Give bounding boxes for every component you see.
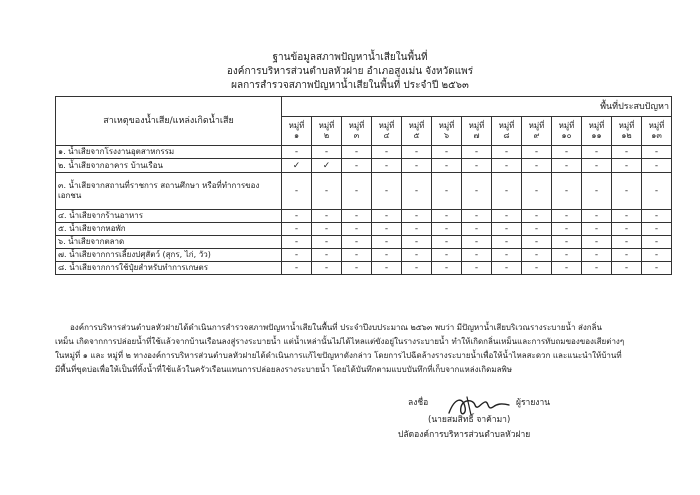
- mark-cell: -: [462, 236, 492, 249]
- mark-cell: -: [372, 223, 402, 236]
- mark-cell: -: [312, 223, 342, 236]
- signer-position: ปลัดองค์การบริหารส่วนตำบลหัวฝาย: [398, 430, 531, 440]
- mark-cell: -: [522, 159, 552, 173]
- mark-cell: -: [282, 249, 312, 262]
- village-label: หมู่ที่: [348, 121, 365, 130]
- mark-cell: -: [552, 210, 582, 223]
- table-row: [56, 159, 672, 173]
- village-number: ๓: [353, 131, 360, 140]
- mark-cell: -: [372, 210, 402, 223]
- signer-role: ผู้รายงาน: [516, 398, 551, 408]
- survey-table: [55, 96, 672, 275]
- mark-cell: -: [642, 262, 672, 275]
- mark-cell: -: [462, 173, 492, 210]
- paragraph-line1: องค์การบริหารส่วนตำบลหัวฝายได้ดำเนินการสำรวจสภาพปัญหาน้ำเสียในพื้นที่ ประจำปีงบประมาณ ๒๕๖๓ พบว่า มีปัญหาน้ำเสียบริเวณรางระบายน้ำ ส่งกลิ่น: [70, 323, 603, 332]
- mark-cell: -: [522, 210, 552, 223]
- mark-cell: -: [432, 173, 462, 210]
- village-number: ๑๐: [561, 131, 572, 140]
- mark-cell: -: [402, 210, 432, 223]
- mark-cell: -: [312, 262, 342, 275]
- mark-cell: -: [342, 223, 372, 236]
- mark-cell: -: [342, 236, 372, 249]
- mark-cell: -: [312, 249, 342, 262]
- mark-cell: -: [432, 262, 462, 275]
- village-label: หมู่ที่: [588, 121, 605, 130]
- mark-cell: -: [282, 210, 312, 223]
- survey-table-body: [56, 146, 672, 275]
- mark-cell: -: [462, 249, 492, 262]
- mark-cell: -: [342, 173, 372, 210]
- mark-cell: -: [342, 146, 372, 159]
- doc-title-line3: ผลการสำรวจสภาพปัญหาน้ำเสียในพื้นที่ ประจำปี ๒๕๖๓: [231, 80, 469, 91]
- village-header-cell: [462, 117, 492, 146]
- table-row: [56, 223, 672, 236]
- mark-cell: -: [432, 249, 462, 262]
- mark-cell: -: [492, 262, 522, 275]
- village-number: ๑๓: [651, 131, 662, 140]
- village-label: หมู่ที่: [618, 121, 635, 130]
- mark-cell: -: [402, 146, 432, 159]
- village-label: หมู่ที่: [558, 121, 575, 130]
- cause-cell: ๒. น้ำเสียจากอาคาร บ้านเรือน: [56, 159, 282, 173]
- mark-cell: -: [432, 210, 462, 223]
- cause-header: สาเหตุของน้ำเสีย/แหล่งเกิดน้ำเสีย: [56, 97, 282, 146]
- village-label: หมู่ที่: [528, 121, 545, 130]
- village-header-cell: [642, 117, 672, 146]
- mark-cell: -: [342, 262, 372, 275]
- mark-cell: -: [492, 173, 522, 210]
- mark-cell: -: [282, 223, 312, 236]
- mark-cell: -: [282, 146, 312, 159]
- village-number: ๗: [473, 131, 480, 140]
- mark-cell: -: [522, 146, 552, 159]
- mark-cell: -: [552, 173, 582, 210]
- mark-cell: -: [582, 210, 612, 223]
- village-label: หมู่ที่: [408, 121, 425, 130]
- mark-cell: -: [492, 236, 522, 249]
- mark-cell: -: [582, 249, 612, 262]
- village-header-cell: [492, 117, 522, 146]
- cause-cell: ๓. น้ำเสียจากสถานที่ราชการ สถานศึกษา หรือที่ทำการของเอกชน: [56, 173, 282, 210]
- mark-cell: -: [642, 236, 672, 249]
- village-header-cell: [402, 117, 432, 146]
- mark-cell: -: [612, 262, 642, 275]
- table-row: [56, 262, 672, 275]
- mark-cell: -: [552, 236, 582, 249]
- mark-cell: -: [282, 173, 312, 210]
- mark-cell: -: [642, 249, 672, 262]
- village-number: ๒: [323, 131, 330, 140]
- mark-cell: -: [642, 159, 672, 173]
- mark-cell: -: [342, 249, 372, 262]
- mark-cell: -: [522, 223, 552, 236]
- mark-cell: -: [312, 146, 342, 159]
- village-label: หมู่ที่: [378, 121, 395, 130]
- village-header-cell: [552, 117, 582, 146]
- village-label: หมู่ที่: [468, 121, 485, 130]
- signer-name: (นายสมสิทธิ์ จาค้ามา): [428, 415, 511, 425]
- mark-cell: -: [552, 262, 582, 275]
- village-number: ๑๒: [621, 131, 632, 140]
- table-row: [56, 173, 672, 210]
- mark-cell: -: [402, 159, 432, 173]
- mark-cell: -: [432, 159, 462, 173]
- village-number: ๕: [413, 131, 420, 140]
- village-header-cell: [432, 117, 462, 146]
- mark-cell: -: [402, 173, 432, 210]
- paragraph-line2: เหม็น เกิดจากการปล่อยน้ำที่ใช้แล้วจากบ้านเรือนลงสู่รางระบายน้ำ แต่น้ำเหล่านั้นไม่ได้ไหลแต่ขังอยู่ในรางระบายน้ำ ทำให้เกิดกลิ่นเหม็นและการทับถมของของเสียต่างๆ: [55, 337, 625, 346]
- mark-cell: -: [372, 262, 402, 275]
- area-header: พื้นที่ประสบปัญหา: [282, 97, 672, 117]
- mark-cell: -: [372, 236, 402, 249]
- mark-cell: -: [432, 146, 462, 159]
- sign-label: ลงชื่อ: [408, 398, 429, 408]
- mark-cell: -: [462, 210, 492, 223]
- village-header-cell: [612, 117, 642, 146]
- mark-cell: -: [642, 210, 672, 223]
- cause-cell: ๕. น้ำเสียจากหอพัก: [56, 223, 282, 236]
- mark-cell: -: [492, 159, 522, 173]
- mark-cell: -: [612, 223, 642, 236]
- table-row: [56, 236, 672, 249]
- village-header-cell: [522, 117, 552, 146]
- mark-cell: -: [372, 173, 402, 210]
- mark-cell: -: [372, 159, 402, 173]
- mark-cell: -: [612, 146, 642, 159]
- mark-cell: -: [282, 262, 312, 275]
- mark-cell: -: [552, 223, 582, 236]
- cause-cell: ๗. น้ำเสียจากการเลี้ยงปศุสัตว์ (สุกร, ไก่, วัว): [56, 249, 282, 262]
- village-label: หมู่ที่: [498, 121, 515, 130]
- cause-cell: ๔. น้ำเสียจากร้านอาหาร: [56, 210, 282, 223]
- mark-cell: -: [612, 210, 642, 223]
- mark-cell: -: [552, 249, 582, 262]
- village-header-cell: [282, 117, 312, 146]
- mark-cell: -: [462, 262, 492, 275]
- village-header-cell: [312, 117, 342, 146]
- village-header-cell: [342, 117, 372, 146]
- paragraph-line4: มีพื้นที่ขุดบ่อเพื่อให้เป็นที่ทิ้งน้ำที่ใช้แล้วในครัวเรือนแทนการปล่อยลงรางระบายน้ำ โดยได้บันทึกตามแบบบันทึกที่เก็บจากแหล่งเกิดมลพิษ: [55, 365, 513, 374]
- table-row: [56, 249, 672, 262]
- mark-cell: -: [432, 223, 462, 236]
- mark-cell: -: [612, 236, 642, 249]
- village-number: ๑๑: [591, 131, 602, 140]
- mark-cell: -: [402, 223, 432, 236]
- mark-cell: -: [612, 159, 642, 173]
- paragraph-line3: ในหมู่ที่ ๑ และ หมู่ที่ ๒ ทางองค์การบริหารส่วนตำบลหัวฝายได้ดำเนินการแก้ไขปัญหาดังกล่าว โดยการไปฉีดล้างรางระบายน้ำเพื่อให้น้ำไหลสะดวก และแนะนำให้บ้านที่: [55, 351, 622, 360]
- mark-cell: -: [372, 146, 402, 159]
- mark-cell: -: [522, 249, 552, 262]
- village-label: หมู่ที่: [318, 121, 335, 130]
- mark-cell: -: [522, 236, 552, 249]
- mark-cell: -: [342, 159, 372, 173]
- mark-cell: -: [582, 146, 612, 159]
- mark-cell: -: [642, 146, 672, 159]
- cause-cell: ๘. น้ำเสียจากการใช้ปุ๋ยสำหรับทำการเกษตร: [56, 262, 282, 275]
- village-header-cell: [372, 117, 402, 146]
- table-row: [56, 210, 672, 223]
- mark-cell: -: [612, 173, 642, 210]
- village-number: ๔: [383, 131, 390, 140]
- mark-cell: -: [312, 173, 342, 210]
- mark-cell: -: [402, 236, 432, 249]
- village-number: ๙: [533, 131, 540, 140]
- village-label: หมู่ที่: [288, 121, 305, 130]
- mark-cell: -: [282, 236, 312, 249]
- village-header-cell: [582, 117, 612, 146]
- mark-cell: -: [642, 173, 672, 210]
- village-label: หมู่ที่: [438, 121, 455, 130]
- mark-cell: -: [612, 249, 642, 262]
- mark-cell: -: [492, 223, 522, 236]
- mark-cell: ✓: [312, 159, 342, 173]
- village-number: ๑: [293, 131, 300, 140]
- doc-title-line1: ฐานข้อมูลสภาพปัญหาน้ำเสียในพื้นที่: [272, 52, 428, 63]
- cause-cell: ๑. น้ำเสียจากโรงงานอุตสาหกรรม: [56, 146, 282, 159]
- mark-cell: -: [402, 249, 432, 262]
- mark-cell: -: [582, 223, 612, 236]
- mark-cell: -: [432, 236, 462, 249]
- village-number: ๖: [443, 131, 450, 140]
- mark-cell: -: [312, 210, 342, 223]
- mark-cell: -: [372, 249, 402, 262]
- mark-cell: -: [582, 159, 612, 173]
- table-row: [56, 146, 672, 159]
- mark-cell: -: [552, 146, 582, 159]
- mark-cell: -: [492, 210, 522, 223]
- mark-cell: -: [582, 236, 612, 249]
- mark-cell: -: [402, 262, 432, 275]
- cause-cell: ๖. น้ำเสียจากตลาด: [56, 236, 282, 249]
- village-label: หมู่ที่: [648, 121, 665, 130]
- mark-cell: -: [462, 223, 492, 236]
- mark-cell: -: [582, 262, 612, 275]
- mark-cell: -: [642, 223, 672, 236]
- mark-cell: -: [582, 173, 612, 210]
- village-number: ๘: [503, 131, 510, 140]
- mark-cell: -: [492, 146, 522, 159]
- mark-cell: -: [522, 262, 552, 275]
- mark-cell: -: [462, 159, 492, 173]
- mark-cell: ✓: [282, 159, 312, 173]
- mark-cell: -: [522, 173, 552, 210]
- doc-title-line2: องค์การบริหารส่วนตำบลหัวฝาย อำเภอสูงเม่น จังหวัดแพร่: [226, 66, 474, 77]
- mark-cell: -: [342, 210, 372, 223]
- mark-cell: -: [492, 249, 522, 262]
- mark-cell: -: [552, 159, 582, 173]
- mark-cell: -: [312, 236, 342, 249]
- mark-cell: -: [462, 146, 492, 159]
